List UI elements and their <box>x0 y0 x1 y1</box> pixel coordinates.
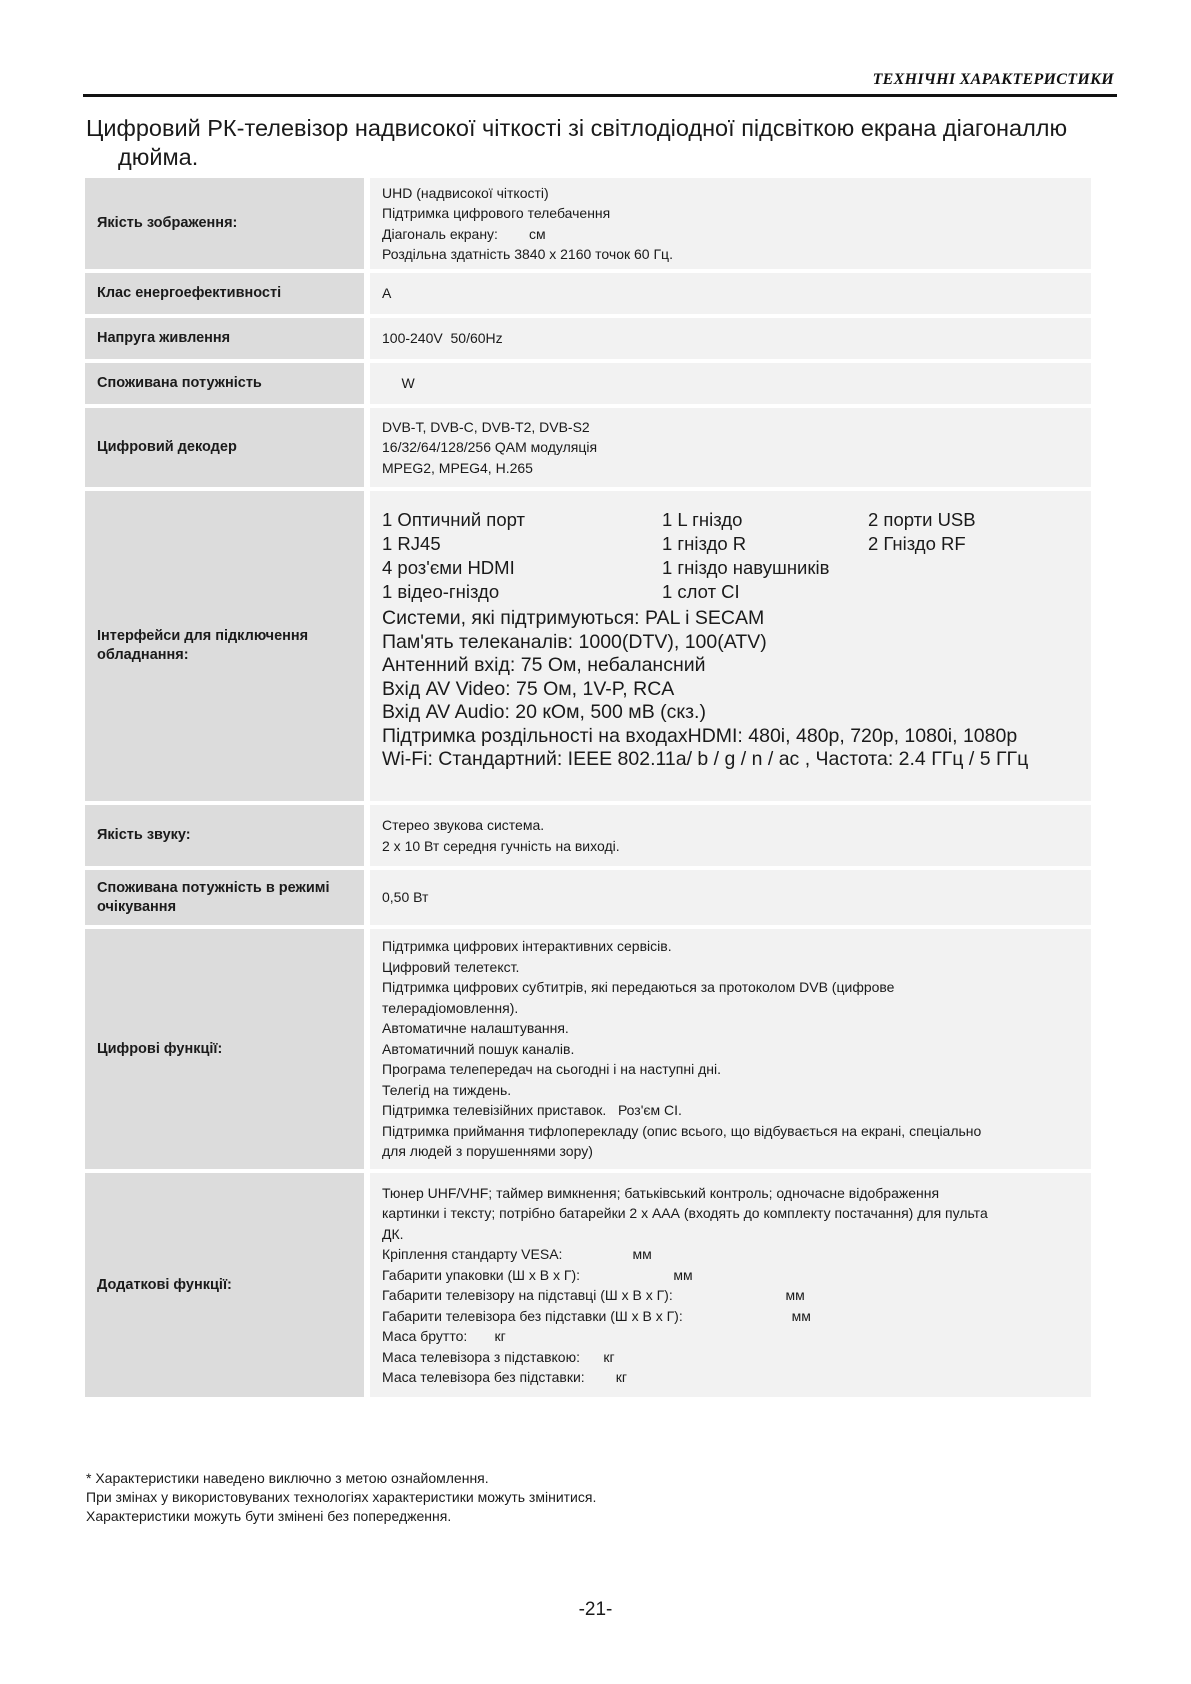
interface-port: 1 відео-гніздо <box>382 581 500 602</box>
spec-value <box>370 318 1091 359</box>
header-divider <box>83 94 1117 97</box>
page-title-line-2: дюйма. <box>118 144 199 170</box>
spec-value-line: Телегід на тиждень. <box>382 1081 512 1098</box>
interface-port: 1 RJ45 <box>382 533 441 554</box>
page-title-line-1: Цифровий РК-телевізор надвисокої чіткості зі світлодіодної підсвіткою екрана діагоналлю <box>86 115 1068 141</box>
interface-detail-line: Wi-Fi: Стандартний: IEEE 802.11a/ b / g / n / ac , Частота: 2.4 ГГц / 5 ГГц <box>382 748 1029 770</box>
spec-label: Споживана потужність в режимі очікування <box>85 870 364 925</box>
spec-value-line: DVB-T, DVB-C, DVB-T2, DVB-S2 <box>382 418 590 435</box>
spec-value-line: Габарити телевізору на підставці (Ш х В х Г): мм <box>382 1287 805 1303</box>
spec-label: Додаткові функції: <box>85 1173 364 1397</box>
spec-label: Цифрові функції: <box>85 929 364 1169</box>
interface-detail-line: Пам'ять телеканалів: 1000(DTV), 100(ATV) <box>382 630 767 653</box>
section-header: ТЕХНІЧНІ ХАРАКТЕРИСТИКИ <box>872 71 1114 88</box>
spec-value-line: Цифровий телетекст. <box>382 958 520 975</box>
interface-port: 4 роз'єми HDMI <box>382 557 515 578</box>
spec-value-line: Маса телевізора з підставкою: кг <box>382 1348 615 1365</box>
spec-value-line: телерадіомовлення). <box>382 999 519 1016</box>
spec-value <box>370 178 1091 269</box>
spec-value-line: 16/32/64/128/256 QAM модуляція <box>382 439 598 456</box>
spec-value-line: 100-240V 50/60Hz <box>382 330 503 347</box>
spec-value <box>370 805 1091 866</box>
spec-value-line: 0,50 Вт <box>382 889 429 906</box>
spec-value-line: Діагональ екрану: см <box>382 225 546 242</box>
spec-value-line: Підтримка цифрових інтерактивних сервісів. <box>382 938 672 955</box>
spec-value-line: Підтримка приймання тифлоперекладу (опис всього, що відбувається на екрані, спеціально <box>382 1122 982 1139</box>
spec-value-interfaces <box>370 491 1091 801</box>
spec-row-interfaces <box>85 491 1091 801</box>
spec-row-digital-functions <box>85 929 1091 1169</box>
spec-value-line: ДК. <box>382 1225 404 1242</box>
spec-row-supply-voltage <box>85 318 1091 359</box>
spec-row-standby-power <box>85 870 1091 925</box>
footnote <box>86 1469 596 1526</box>
spec-value-line: Кріплення стандарту VESA: мм <box>382 1246 652 1262</box>
spec-row-power-consumption <box>85 363 1091 404</box>
spec-label: Цифровий декодер <box>85 408 364 487</box>
spec-label: Якість звуку: <box>85 805 364 866</box>
interface-detail-line: Антенний вхід: 75 Ом, небалансний <box>382 654 706 676</box>
spec-value-line: UHD (надвисокої чіткості) <box>382 184 549 201</box>
interface-port: 2 порти USB <box>868 509 976 530</box>
spec-value-line: Тюнер UHF/VHF; таймер вимкнення; батьківський контроль; одночасне відображення <box>382 1184 940 1201</box>
spec-value <box>370 363 1091 404</box>
spec-value <box>370 1173 1091 1397</box>
spec-value-line: Маса телевізора без підставки: кг <box>382 1369 628 1385</box>
interface-details <box>382 607 1079 772</box>
spec-value-line: Маса брутто: кг <box>382 1328 506 1344</box>
spec-value-line: картинки і тексту; потрібно батарейки 2 х ААА (входять до комплекту постачання) для пульта <box>382 1205 988 1221</box>
spec-label: Клас енергоефективності <box>85 273 364 314</box>
interface-column-3 <box>868 508 1068 604</box>
spec-value-line: W <box>382 375 415 392</box>
spec-label: Споживана потужність <box>85 363 364 404</box>
interface-port: 1 Оптичний порт <box>382 509 525 530</box>
spec-value-line: 2 x 10 Вт середня гучність на виході. <box>382 837 620 854</box>
interface-port: 1 гніздо навушників <box>662 557 830 578</box>
interface-detail-line: Підтримка роздільності на входахHDMI: 480i, 480p, 720p, 1080i, 1080p <box>382 724 1018 747</box>
spec-value-line: Автоматичний пошук каналів. <box>382 1040 575 1057</box>
spec-row-sound-quality <box>85 805 1091 866</box>
interface-column-1 <box>382 508 662 604</box>
page-number: -21- <box>578 1599 613 1620</box>
spec-row-picture-quality <box>85 178 1091 269</box>
spec-row-energy-class <box>85 273 1091 314</box>
spec-value-line: A <box>382 285 392 302</box>
spec-row-digital-decoder <box>85 408 1091 487</box>
interface-ports-grid <box>382 508 1079 604</box>
interface-detail-line: Вхід AV Audio: 20 кОм, 500 мВ (скз.) <box>382 701 706 723</box>
interface-column-2 <box>662 508 868 604</box>
spec-label: Інтерфейси для підключення обладнання: <box>85 491 364 801</box>
footnote-line: При змінах у використовуваних технологіях характеристики можуть змінитися. <box>86 1489 597 1505</box>
spec-row-additional-functions <box>85 1173 1091 1397</box>
spec-value-line: Підтримка телевізійних приставок. Роз'єм CI. <box>382 1102 682 1119</box>
spec-value-line: Габарити телевізора без підставки (Ш х В х Г): мм <box>382 1307 811 1324</box>
page-title <box>86 114 1116 172</box>
spec-value-line: MPEG2, MPEG4, H.265 <box>382 459 533 476</box>
spec-value-line: Стерео звукова система. <box>382 817 545 833</box>
spec-value-line: Підтримка цифрового телебачення <box>382 205 611 221</box>
interface-port: 1 L гніздо <box>662 509 743 530</box>
interface-port: 1 слот CI <box>662 581 740 602</box>
spec-value <box>370 273 1091 314</box>
spec-value-line: Програма телепередач на сьогодні і на наступні дні. <box>382 1061 721 1078</box>
spec-value-line: Підтримка цифрових субтитрів, які передаються за протоколом DVB (цифрове <box>382 979 895 996</box>
spec-table <box>85 178 1091 1401</box>
footnote-line: Характеристики можуть бути змінені без попередження. <box>86 1508 452 1524</box>
spec-value-line: для людей з порушеннями зору) <box>382 1143 593 1160</box>
spec-value-line: Автоматичне налаштування. <box>382 1020 569 1037</box>
interface-detail-line: Вхід AV Video: 75 Ом, 1V-P, RCA <box>382 677 675 700</box>
spec-label: Напруга живлення <box>85 318 364 359</box>
spec-value <box>370 929 1091 1169</box>
interface-detail-line: Системи, які підтримуються: PAL і SECAM <box>382 607 765 629</box>
interface-port: 2 Гніздо RF <box>868 533 966 554</box>
spec-value-line: Габарити упаковки (Ш х В х Г): мм <box>382 1266 693 1283</box>
spec-value-line: Роздільна здатність 3840 x 2160 точок 60 Гц. <box>382 246 673 262</box>
spec-value <box>370 870 1091 925</box>
spec-label: Якість зображення: <box>85 178 364 269</box>
footnote-line: * Характеристики наведено виключно з метою ознайомлення. <box>86 1470 489 1486</box>
interface-port: 1 гніздо R <box>662 533 747 554</box>
spec-value <box>370 408 1091 487</box>
